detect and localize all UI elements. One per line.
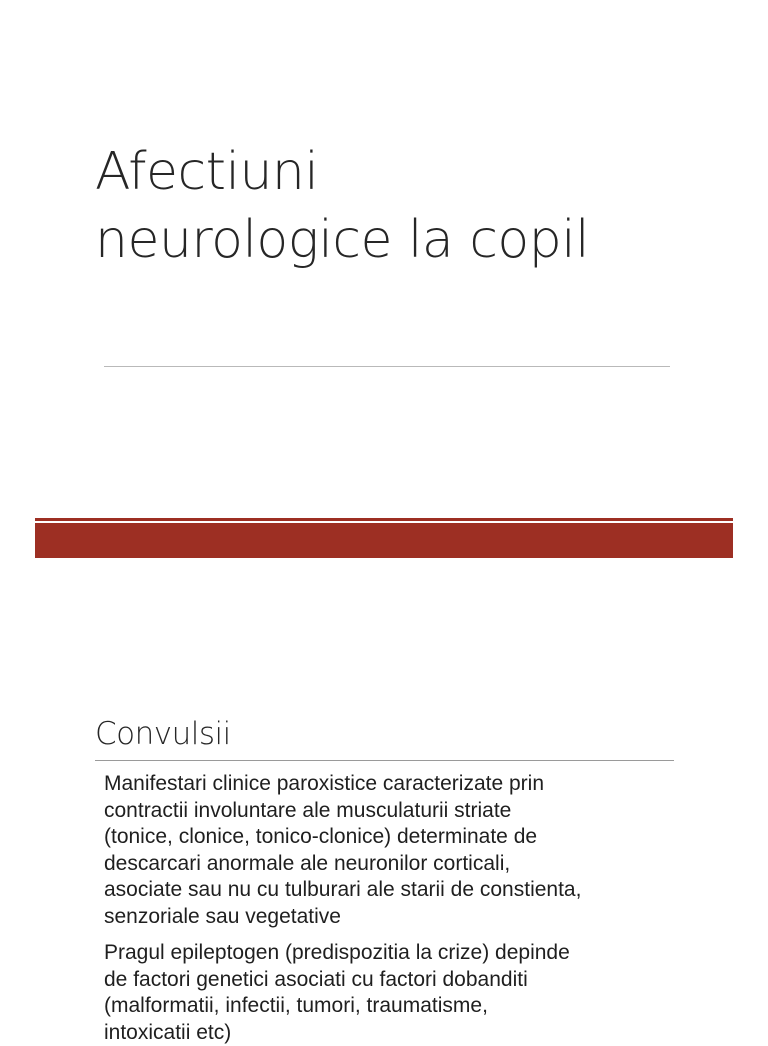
text-line: Pragul epileptogen (predispozitia la crize) depinde	[104, 940, 704, 967]
slide-title-line: Afectiuni	[95, 138, 695, 206]
text-line: (malformatii, infectii, tumori, traumatisme,	[104, 993, 704, 1020]
slide-title	[95, 138, 695, 274]
slide-title-line: neurologice la copil	[95, 206, 695, 274]
paragraph-definition	[104, 771, 704, 930]
text-line: de factori genetici asociati cu factori dobanditi	[104, 967, 704, 994]
title-divider	[104, 366, 670, 367]
text-line: intoxicatii etc)	[104, 1020, 704, 1046]
text-line: senzoriale sau vegetative	[104, 904, 704, 931]
section-heading: Convulsii	[95, 714, 231, 754]
separator-thick-band	[35, 523, 733, 558]
paragraph-threshold	[104, 940, 704, 1046]
text-line: descarcari anormale ale neuronilor corticali,	[104, 851, 704, 878]
text-line: Manifestari clinice paroxistice caracterizate prin	[104, 771, 704, 798]
slide-separator-bar	[35, 518, 733, 558]
heading-divider	[95, 760, 674, 761]
text-line: asociate sau nu cu tulburari ale starii de constienta,	[104, 877, 704, 904]
text-line: (tonice, clonice, tonico-clonice) determinate de	[104, 824, 704, 851]
text-line: contractii involuntare ale musculaturii striate	[104, 798, 704, 825]
separator-thin-line	[35, 518, 733, 521]
